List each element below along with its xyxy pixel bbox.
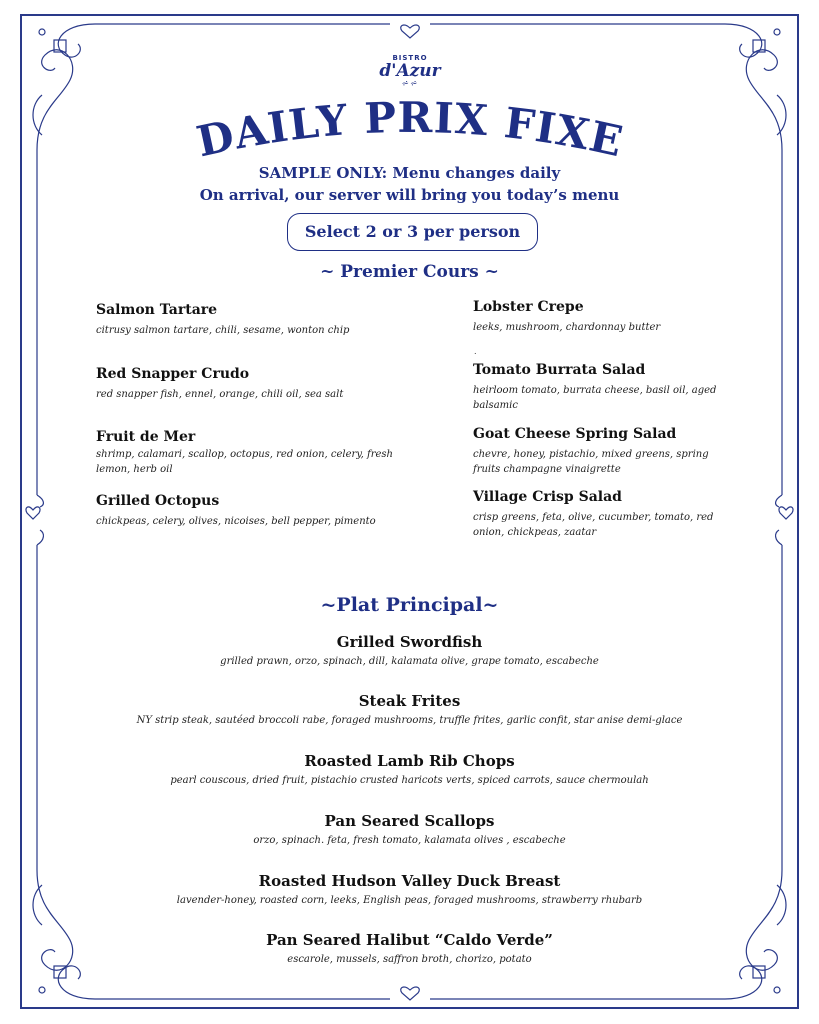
list-item: [473, 426, 733, 477]
dish-name: Goat Cheese Spring Salad: [473, 426, 677, 442]
dish-name: Red Snapper Crudo: [96, 366, 250, 382]
list-item: [0, 931, 819, 965]
list-item: [96, 429, 411, 477]
dish-name: Pan Seared Halibut “Caldo Verde”: [266, 931, 553, 949]
dish-name: Grilled Octopus: [96, 493, 220, 509]
dish-name: Lobster Crepe: [473, 299, 584, 315]
logo-script-text: d'Azur: [379, 61, 441, 81]
subtitle-line-2: On arrival, our server will bring you today’s menu: [199, 186, 620, 204]
premier-cours-heading: ~ Premier Cours ~: [320, 262, 499, 282]
page-title: DAILY PRIX FIXE: [192, 92, 628, 167]
dish-description: leeks, mushroom, chardonnay butter: [473, 322, 661, 333]
list-item: [0, 752, 819, 786]
select-per-person-badge: Select 2 or 3 per person: [287, 213, 538, 251]
dish-description: chickpeas, celery, olives, nicoises, bell pepper, pimento: [96, 516, 376, 527]
dish-description: citrusy salmon tartare, chili, sesame, wonton chip: [96, 325, 350, 336]
list-item: [0, 812, 819, 846]
dish-description: crisp greens, feta, olive, cucumber, tomato, red onion, chickpeas, zaatar: [473, 512, 714, 538]
list-item: [0, 872, 819, 906]
dish-name: Roasted Lamb Rib Chops: [304, 752, 515, 770]
list-item: [96, 302, 426, 338]
dish-description: shrimp, calamari, scallop, octopus, red onion, celery, fresh lemon, herb oil: [96, 449, 393, 475]
dish-name: Fruit de Mer: [96, 429, 196, 445]
dish-description: grilled prawn, orzo, spinach, dill, kalamata olive, grape tomato, escabeche: [220, 656, 599, 667]
dish-description: escarole, mussels, saffron broth, chorizo, potato: [287, 954, 532, 965]
logo-top-text: BISTRO: [392, 54, 428, 62]
dish-description: pearl couscous, dried fruit, pistachio crusted haricots verts, spiced carrots, sauce chermoulah: [170, 775, 649, 786]
dish-description: lavender-honey, roasted corn, leeks, English peas, foraged mushrooms, strawberry rhubarb: [176, 895, 643, 906]
dish-description: chevre, honey, pistachio, mixed greens, spring fruits champagne vinaigrette: [473, 449, 709, 475]
dish-name: Tomato Burrata Salad: [473, 362, 646, 378]
list-item: [473, 489, 733, 540]
list-item: [0, 633, 819, 667]
logo-flourish-icon: ⩫⩫: [401, 79, 419, 89]
dish-description: red snapper fish, ennel, orange, chili oil, sea salt: [96, 389, 344, 400]
list-item: [0, 692, 819, 726]
dish-name: Pan Seared Scallops: [324, 812, 495, 830]
list-item: [96, 493, 426, 529]
dish-name: Steak Frites: [358, 692, 461, 710]
list-item: [473, 362, 733, 413]
stray-mark: .: [474, 347, 477, 356]
list-item: [473, 299, 733, 335]
list-item: [96, 366, 426, 402]
dish-description: orzo, spinach. feta, fresh tomato, kalamata olives , escabeche: [253, 835, 566, 846]
dish-description: heirloom tomato, burrata cheese, basil oil, aged balsamic: [473, 385, 717, 411]
dish-name: Grilled Swordfish: [336, 633, 483, 651]
plat-principal-heading: ~Plat Principal~: [320, 594, 499, 616]
dish-name: Village Crisp Salad: [473, 489, 622, 505]
dish-description: NY strip steak, sautéed broccoli rabe, foraged mushrooms, truffle frites, garlic confit, star anise demi-glace: [136, 715, 683, 726]
dish-name: Salmon Tartare: [96, 302, 218, 318]
subtitle-line-1: SAMPLE ONLY: Menu changes daily: [258, 164, 561, 182]
dish-name: Roasted Hudson Valley Duck Breast: [258, 872, 561, 890]
